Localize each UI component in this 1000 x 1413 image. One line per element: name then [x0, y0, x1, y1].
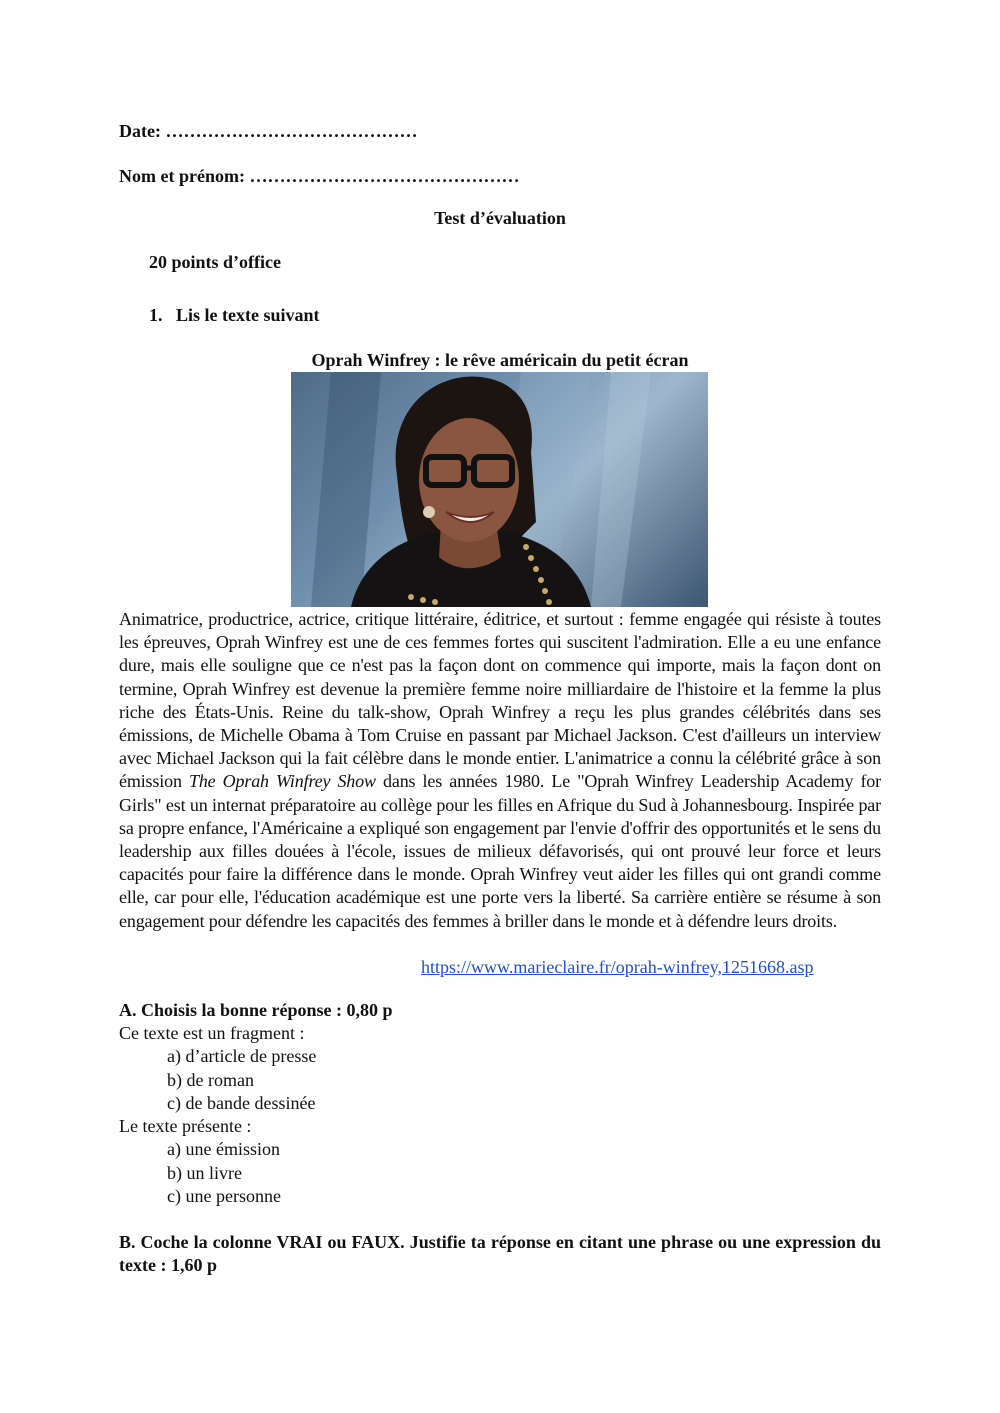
- article-body: [119, 608, 881, 933]
- article-text-part1: Animatrice, productrice, actrice, critique littéraire, éditrice, et surtout : femme engagée qui résiste à toutes les épreuves, Oprah Winfrey est une de ces femmes fortes qui suscitent l'admiration. Elle a eu une enfance dure, mais elle souligne que ce n'est pas la façon dont on commence qui importe, mais la façon dont on termine, Oprah Winfrey est devenue la première femme noire milliardaire de l'histoire et la femme la plus riche des États-Unis. Reine du talk-show, Oprah Winfrey a reçu les plus grandes célébrités dans ses émissions, de Michelle Obama à Tom Cruise en passant par Michael Jackson. C'est d'ailleurs un interview avec Michael Jackson qui la fait célèbre dans le monde entier. L'animatrice a connu la célébrité grâce à son émission: [119, 609, 881, 792]
- article-title: Oprah Winfrey : le rêve américain du petit écran: [311, 350, 689, 370]
- section-1-instruction: Lis le texte suivant: [176, 305, 320, 325]
- portrait-illustration: [291, 372, 708, 607]
- question-2-prompt: Le texte présente :: [119, 1116, 252, 1136]
- q1-option-c[interactable]: c) de bande dessinée: [167, 1093, 316, 1113]
- q2-option-a[interactable]: a) une émission: [167, 1139, 280, 1159]
- section-b-heading: B. Coche la colonne VRAI ou FAUX. Justifie ta réponse en citant une phrase ou une expression du texte : 1,60 p: [119, 1232, 881, 1275]
- oprah-photo: [291, 372, 708, 607]
- office-points: 20 points d’office: [149, 252, 281, 272]
- show-title: The Oprah Winfrey Show: [188, 771, 376, 792]
- source-link[interactable]: https://www.marieclaire.fr/oprah-winfrey,1251668.asp: [421, 957, 814, 977]
- q2-option-b[interactable]: b) un livre: [167, 1163, 242, 1183]
- question-1-prompt: Ce texte est un fragment :: [119, 1023, 305, 1043]
- section-a-heading: A. Choisis la bonne réponse : 0,80 p: [119, 1000, 393, 1020]
- section-1-heading: [149, 304, 320, 326]
- q2-option-c[interactable]: c) une personne: [167, 1186, 281, 1206]
- q1-option-a[interactable]: a) d’article de presse: [167, 1046, 317, 1066]
- test-title: Test d’évaluation: [434, 208, 566, 228]
- section-1-number: 1.: [149, 305, 163, 325]
- q1-option-b[interactable]: b) de roman: [167, 1070, 254, 1090]
- date-field: Date: ……………………………………: [119, 121, 418, 141]
- name-field: Nom et prénom: ………………………………………: [119, 166, 520, 186]
- article-text-part2: dans les années 1980. Le "Oprah Winfrey Leadership Academy for Girls" est un internat préparatoire au collège pour les filles en Afrique du Sud à Johannesbourg. Inspirée par sa propre enfance, l'Américaine a expliqué son engagement par l'envie d'offrir des opportunités et le sens du leadership aux filles douées à l'école, issues de milieux défavorisés, qui ont prouvé leur force et leurs capacités pour faire la différence dans le monde. Oprah Winfrey veut aider les filles qui ont grandi comme elle, car pour elle, l'éducation académique est une porte vers la liberté. Sa carrière entière se résume à son engagement pour défendre les capacités des femmes à briller dans le monde et à défendre leurs droits.: [119, 771, 881, 931]
